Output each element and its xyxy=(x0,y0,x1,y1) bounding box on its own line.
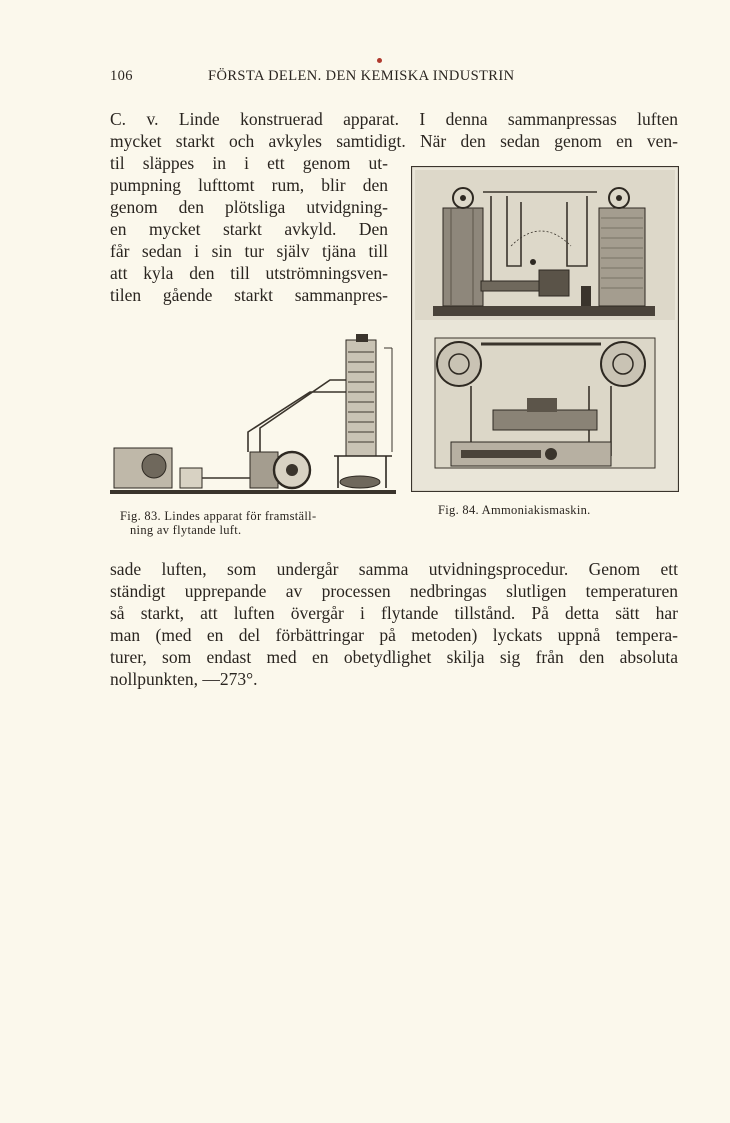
running-title: FÖRSTA DELEN. DEN KEMISKA INDUSTRIN xyxy=(208,68,515,84)
figure-84-illustration xyxy=(411,166,679,492)
text-line: får sedan i sin tur själv tjäna till xyxy=(110,241,388,261)
figure-83-illustration xyxy=(110,332,396,500)
figure-83-caption xyxy=(120,509,400,537)
text-line: til släppes in i ett genom ut- xyxy=(110,153,388,173)
text-line: C. v. Linde konstruerad apparat. I denna sammanpressas luften xyxy=(110,109,678,129)
figure-84-caption: Fig. 84. Ammoniakismaskin. xyxy=(438,503,591,517)
ink-dot xyxy=(377,58,382,63)
text-line: ständigt upprepande av processen nedbringas slutligen temperaturen xyxy=(110,581,678,601)
paragraph-1-full xyxy=(110,108,678,152)
text-line: genom den plötsliga utvidgning- xyxy=(110,197,388,217)
text-line: turer, som endast med en obetydlighet skilja sig från den absoluta xyxy=(110,647,678,667)
text-line: pumpning lufttomt rum, blir den xyxy=(110,175,388,195)
caption-line: ning av flytande luft. xyxy=(130,523,242,537)
text-line: nollpunkten, —273°. xyxy=(110,669,258,689)
page-number: 106 xyxy=(110,68,133,84)
text-line: att kyla den till utströmningsven- xyxy=(110,263,388,283)
caption-line: Fig. 83. Lindes apparat för framställ- xyxy=(120,509,317,523)
paragraph-2 xyxy=(110,558,678,690)
page-header xyxy=(110,68,680,90)
text-line: tilen gående starkt sammanpres- xyxy=(110,285,388,305)
text-line: en mycket starkt avkyld. Den xyxy=(110,219,388,239)
text-line: mycket starkt och avkyles samtidigt. När den sedan genom en ven- xyxy=(110,131,678,151)
text-line: man (med en del förbättringar på metoden) lyckats uppnå tempera- xyxy=(110,625,678,645)
text-line: sade luften, som undergår samma utvidningsprocedur. Genom ett xyxy=(110,559,678,579)
paragraph-1-column xyxy=(110,152,388,306)
text-line: så starkt, att luften övergår i flytande tillstånd. På detta sätt har xyxy=(110,603,678,623)
